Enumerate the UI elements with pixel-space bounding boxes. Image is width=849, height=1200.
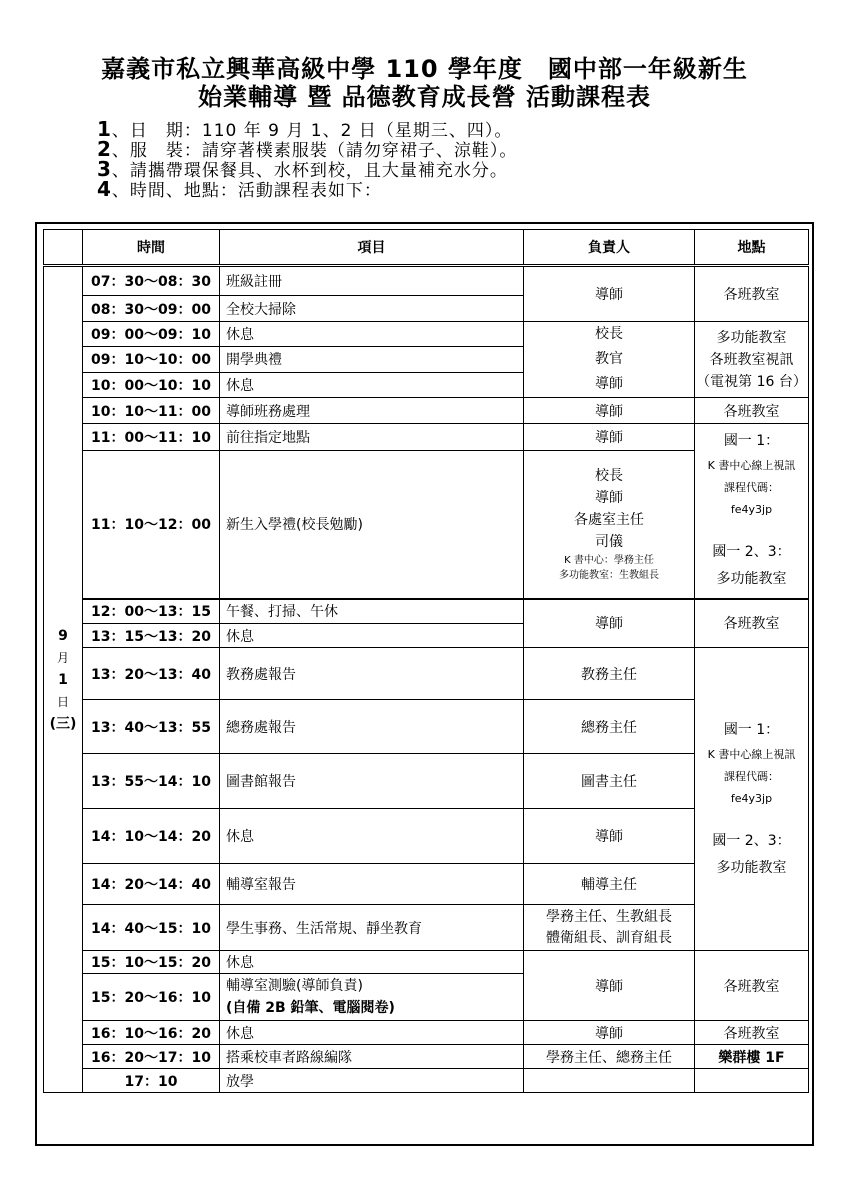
responsible-cell: 導師: [524, 951, 695, 1021]
item-cell: 休息: [220, 951, 524, 974]
table-row: [44, 648, 809, 700]
time-cell: 09：10～10：00: [83, 347, 220, 372]
item-cell: 新生入學禮(校長勉勵): [220, 451, 524, 599]
location-text: 課程代碼：: [724, 769, 779, 783]
table-row: [44, 599, 809, 624]
location-cell: [695, 648, 809, 951]
item-cell: 導師班務處理: [220, 398, 524, 424]
location-cell: [695, 1069, 809, 1093]
time-cell: 07：30～08：30: [83, 266, 220, 296]
responsible-cell: [524, 451, 695, 599]
info-line-1: [97, 117, 513, 141]
responsible-name: 導師: [595, 376, 623, 392]
item-cell: 全校大掃除: [220, 296, 524, 322]
table-row: [44, 266, 809, 296]
info-text: 、時間、地點：活動課程表如下：: [111, 181, 382, 201]
responsible-cell: 導師: [524, 809, 695, 864]
date-cell: [44, 266, 83, 1093]
table-row: [44, 905, 809, 951]
responsible-cell: 教務主任: [524, 648, 695, 700]
item-cell: 班級註冊: [220, 266, 524, 296]
table-row: [44, 700, 809, 754]
item-cell: 休息: [220, 809, 524, 864]
item-cell: 總務處報告: [220, 700, 524, 754]
date-day-unit: 日: [56, 694, 69, 709]
time-cell: 11：00～11：10: [83, 424, 220, 451]
info-line-4: [97, 177, 382, 201]
location-text: （電視第 16 台）: [696, 373, 807, 390]
location-text: 多功能教室: [716, 571, 787, 588]
item-cell: 開學典禮: [220, 347, 524, 372]
responsible-cell: [524, 322, 695, 398]
location-cell: 樂群樓 1F: [695, 1045, 809, 1069]
location-cell: [695, 424, 809, 599]
responsible-name: 體衛組長、訓育組長: [546, 929, 672, 946]
location-text: K 書中心線上視訊: [707, 747, 796, 761]
location-text: 多功能教室: [716, 329, 787, 346]
time-cell: 08：30～09：00: [83, 296, 220, 322]
date-month: 9: [58, 627, 68, 644]
time-cell: 13：20～13：40: [83, 648, 220, 700]
info-text: 、服 裝：請穿著樸素服裝（請勿穿裙子、涼鞋）。: [111, 141, 518, 161]
document-title-line-2: 始業輔導 暨 品德教育成長營 活動課程表: [197, 83, 652, 111]
item-text: (自備 2B 鉛筆、電腦閱卷): [226, 1000, 395, 1016]
table-row: [44, 864, 809, 905]
location-text: 國一 2、3：: [712, 832, 791, 849]
location-cell: [695, 322, 809, 398]
time-cell: 12：00～13：15: [83, 599, 220, 624]
table-row: [44, 1021, 809, 1045]
info-text: 、日 期：110 年 9 月 1、2 日（星期三、四）。: [111, 121, 513, 141]
time-cell: 11：10～12：00: [83, 451, 220, 599]
info-number: 2: [97, 137, 112, 161]
item-cell: 休息: [220, 1021, 524, 1045]
location-cell: 各班教室: [695, 266, 809, 322]
info-line-3: [97, 157, 508, 181]
location-text: 多功能教室: [716, 859, 787, 876]
responsible-name: 多功能教室：生教組長: [559, 570, 659, 582]
item-cell: 休息: [220, 322, 524, 347]
responsible-name: 校長: [595, 468, 623, 485]
responsible-cell: 導師: [524, 424, 695, 451]
table-row: [44, 809, 809, 864]
date-weekday: (三): [49, 715, 77, 732]
info-line-2: [97, 137, 518, 161]
date-month-unit: 月: [56, 650, 69, 665]
table-row: [44, 322, 809, 347]
item-cell: [220, 974, 524, 1021]
time-cell: 17：10: [83, 1069, 220, 1093]
responsible-cell: 導師: [524, 398, 695, 424]
location-text: fe4y3jp: [730, 503, 773, 517]
header-location: 地點: [695, 230, 809, 266]
item-cell: 休息: [220, 624, 524, 648]
responsible-cell: 導師: [524, 1021, 695, 1045]
date-day: 1: [58, 671, 68, 688]
location-text: 各班教室視訊: [709, 351, 794, 368]
item-cell: 教務處報告: [220, 648, 524, 700]
location-cell: 各班教室: [695, 398, 809, 424]
table-header-row: [44, 230, 809, 266]
time-cell: 14：10～14：20: [83, 809, 220, 864]
location-text: 國一 1：: [723, 433, 780, 450]
table-row: [44, 424, 809, 451]
responsible-cell: 導師: [524, 266, 695, 322]
time-cell: 13：55～14：10: [83, 754, 220, 809]
responsible-cell: 圖書主任: [524, 754, 695, 809]
responsible-name: 導師: [595, 490, 623, 507]
responsible-cell: 學務主任、總務主任: [524, 1045, 695, 1069]
item-text: 輔導室測驗(導師負責): [226, 978, 363, 994]
location-cell: 各班教室: [695, 599, 809, 648]
info-number: 1: [97, 117, 112, 141]
time-cell: 09：00～09：10: [83, 322, 220, 347]
time-cell: 13：15～13：20: [83, 624, 220, 648]
table-row: [44, 1069, 809, 1093]
time-cell: 14：20～14：40: [83, 864, 220, 905]
table-row: [44, 951, 809, 974]
location-cell: 各班教室: [695, 1021, 809, 1045]
time-cell: 13：40～13：55: [83, 700, 220, 754]
item-cell: 輔導室報告: [220, 864, 524, 905]
location-text: K 書中心線上視訊: [707, 459, 796, 473]
time-cell: 16：20～17：10: [83, 1045, 220, 1069]
item-cell: 搭乘校車者路線編隊: [220, 1045, 524, 1069]
item-cell: 圖書館報告: [220, 754, 524, 809]
responsible-cell: 總務主任: [524, 700, 695, 754]
responsible-name: 學務主任、生教組長: [546, 908, 672, 925]
location-cell: 各班教室: [695, 951, 809, 1021]
item-cell: 午餐、打掃、午休: [220, 599, 524, 624]
responsible-name: 司儀: [595, 534, 623, 551]
responsible-cell: [524, 1069, 695, 1093]
table-row: [44, 1045, 809, 1069]
item-cell: 放學: [220, 1069, 524, 1093]
time-cell: 14：40～15：10: [83, 905, 220, 951]
location-text: fe4y3jp: [730, 791, 773, 805]
time-cell: 15：10～15：20: [83, 951, 220, 974]
header-responsible: 負責人: [524, 230, 695, 266]
item-cell: 學生事務、生活常規、靜坐教育: [220, 905, 524, 951]
document-title-line-1: 嘉義市私立興華高級中學 110 學年度 國中部一年級新生: [101, 55, 748, 83]
responsible-cell: 輔導主任: [524, 864, 695, 905]
responsible-name: 教官: [595, 351, 623, 367]
responsible-name: 各處室主任: [574, 512, 644, 529]
time-cell: 10：00～10：10: [83, 372, 220, 397]
responsible-cell: 導師: [524, 599, 695, 648]
table-row: [44, 451, 809, 599]
table-row: [44, 754, 809, 809]
info-number: 3: [97, 157, 112, 181]
item-cell: 休息: [220, 372, 524, 397]
schedule-table: [43, 229, 809, 1093]
info-text: 、請攜帶環保餐具、水杯到校，且大量補充水分。: [111, 161, 508, 181]
info-number: 4: [97, 177, 112, 201]
time-cell: 10：10～11：00: [83, 398, 220, 424]
responsible-name: K 書中心：學務主任: [564, 555, 654, 567]
location-text: 國一 1：: [723, 721, 780, 738]
time-cell: 15：20～16：10: [83, 974, 220, 1021]
header-item: 項目: [220, 230, 524, 266]
responsible-name: 校長: [595, 326, 623, 342]
table-row: [44, 398, 809, 424]
header-date: [44, 230, 83, 266]
header-time: 時間: [83, 230, 220, 266]
item-cell: 前往指定地點: [220, 424, 524, 451]
location-text: 國一 2、3：: [712, 544, 791, 561]
responsible-cell: [524, 905, 695, 951]
location-text: 課程代碼：: [724, 481, 779, 495]
time-cell: 16：10～16：20: [83, 1021, 220, 1045]
